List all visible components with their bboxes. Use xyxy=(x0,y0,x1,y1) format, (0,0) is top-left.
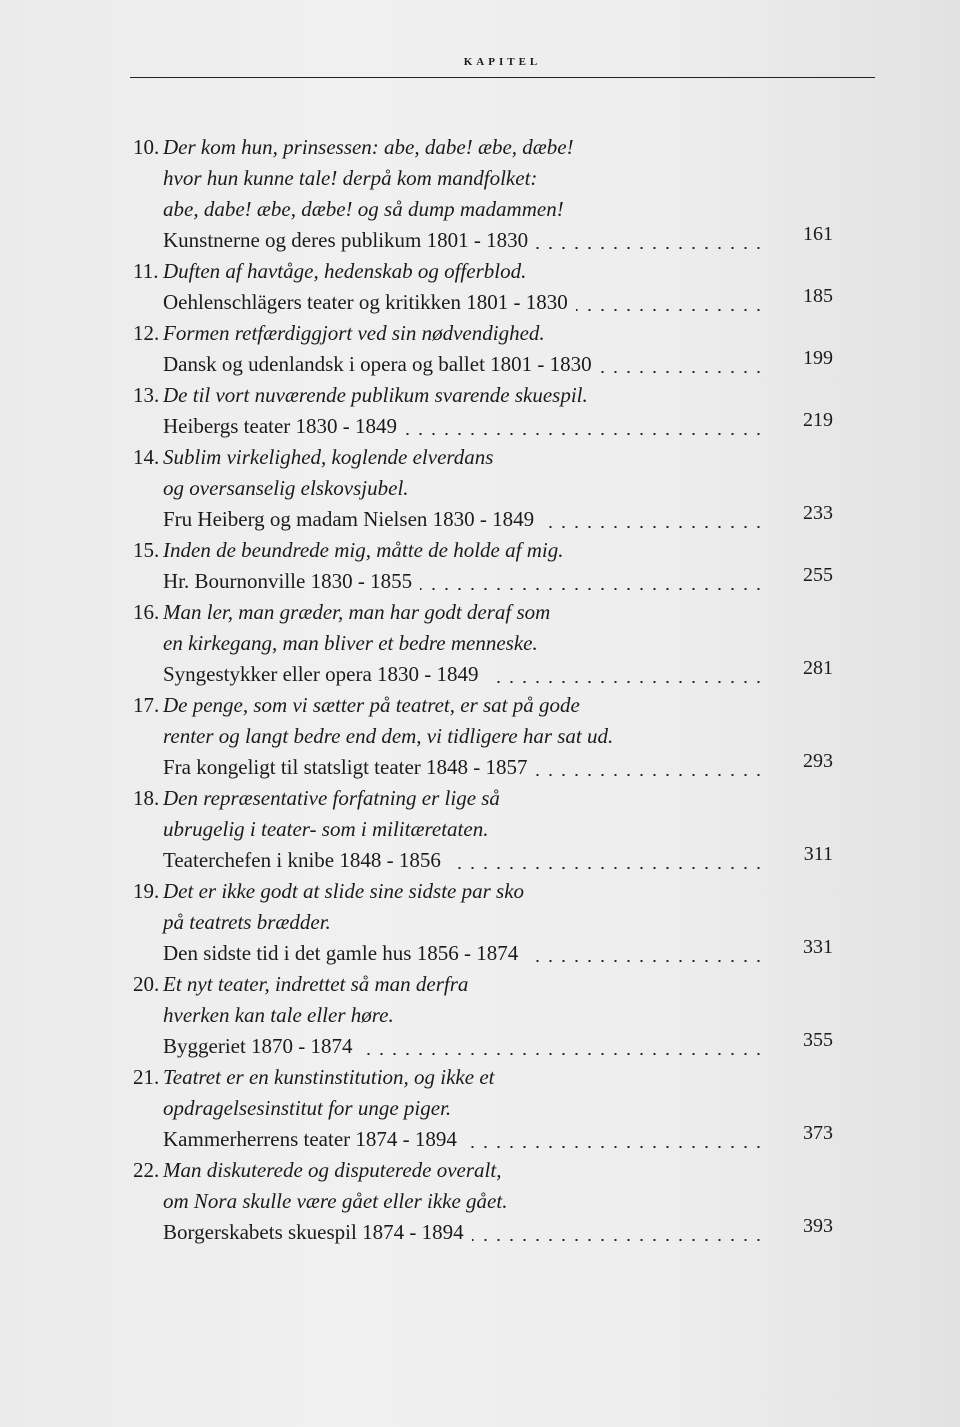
subtitle-row xyxy=(163,752,843,783)
page-number: 293 xyxy=(803,750,833,772)
toc-entry xyxy=(133,380,843,442)
toc-entry-line xyxy=(133,318,843,349)
toc-subtitle-line xyxy=(133,1031,843,1062)
toc-entry-line xyxy=(133,690,843,721)
chapter-quote: renter og langt bedre end dem, vi tidligere har sat ud. xyxy=(163,724,614,748)
toc-entry xyxy=(133,535,843,597)
toc-entry-line xyxy=(133,1000,843,1031)
toc-entry-line xyxy=(133,380,843,411)
dot-leader xyxy=(405,433,765,435)
chapter-quote: Duften af havtåge, hedenskab og offerblod. xyxy=(163,259,527,283)
dot-leader xyxy=(526,960,765,962)
chapter-quote: på teatrets brædder. xyxy=(163,910,331,934)
toc-entry-line xyxy=(133,194,843,225)
toc-subtitle-line xyxy=(133,349,843,380)
header-rule xyxy=(130,77,875,78)
page-number: 373 xyxy=(803,1122,833,1144)
chapter-quote: Et nyt teater, indrettet så man derfra xyxy=(163,972,469,996)
chapter-subtitle: Kunstnerne og deres publikum 1801 - 1830 xyxy=(163,228,529,252)
subtitle-row xyxy=(163,1124,843,1155)
toc-entry-line xyxy=(133,1155,843,1186)
toc-entry-line xyxy=(133,442,843,473)
chapter-number: 11. xyxy=(133,259,159,283)
toc-entry xyxy=(133,132,843,256)
chapter-quote: abe, dabe! æbe, dæbe! og så dump madammen! xyxy=(163,197,564,221)
chapter-subtitle: Heibergs teater 1830 - 1849 xyxy=(163,414,398,438)
toc-entry xyxy=(133,318,843,380)
running-head: KAPITEL xyxy=(463,56,542,68)
chapter-quote: Den repræsentative forfatning er lige så xyxy=(163,786,500,810)
toc-subtitle-line xyxy=(133,752,843,783)
toc-entry-line xyxy=(133,1093,843,1124)
dot-leader xyxy=(449,867,765,869)
chapter-quote: om Nora skulle være gået eller ikke gået. xyxy=(163,1189,508,1213)
toc-entry xyxy=(133,783,843,876)
chapter-subtitle: Syngestykker eller opera 1830 - 1849 xyxy=(163,662,479,686)
subtitle-row xyxy=(163,1217,843,1248)
toc-entry-line xyxy=(133,1186,843,1217)
toc-subtitle-line xyxy=(133,566,843,597)
chapter-quote: Formen retfærdiggjort ved sin nødvendighed. xyxy=(163,321,545,345)
chapter-number: 19. xyxy=(133,879,160,903)
toc-subtitle-line xyxy=(133,504,843,535)
toc-subtitle-line xyxy=(133,1124,843,1155)
chapter-subtitle: Kammerherrens teater 1874 - 1894 xyxy=(163,1127,457,1151)
toc-entry-line xyxy=(133,256,843,287)
toc-entry xyxy=(133,690,843,783)
chapter-number: 10. xyxy=(133,135,160,159)
page-number: 219 xyxy=(803,409,833,431)
chapter-number: 15. xyxy=(133,538,160,562)
subtitle-row xyxy=(163,1031,843,1062)
chapter-quote: Man diskuterede og disputerede overalt, xyxy=(163,1158,502,1182)
dot-leader xyxy=(542,526,765,528)
toc-entry-line xyxy=(133,876,843,907)
subtitle-row xyxy=(163,845,843,876)
page-number: 161 xyxy=(803,223,833,245)
page-number: 199 xyxy=(803,347,833,369)
toc-entry-line xyxy=(133,814,843,845)
toc-entry xyxy=(133,969,843,1062)
chapter-quote: hverken kan tale eller høre. xyxy=(163,1003,394,1027)
dot-leader xyxy=(420,588,765,590)
subtitle-row xyxy=(163,504,843,535)
chapter-subtitle: Den sidste tid i det gamle hus 1856 - 1874 xyxy=(163,941,519,965)
toc-entry-line xyxy=(133,721,843,752)
toc-entry xyxy=(133,597,843,690)
toc-entry-line xyxy=(133,163,843,194)
subtitle-row xyxy=(163,287,843,318)
toc-entry xyxy=(133,442,843,535)
toc-entry xyxy=(133,876,843,969)
toc-subtitle-line xyxy=(133,411,843,442)
toc-entry-line xyxy=(133,473,843,504)
toc-entry-line xyxy=(133,535,843,566)
toc-subtitle-line xyxy=(133,225,843,256)
chapter-quote: ubrugelig i teater- som i militæretaten. xyxy=(163,817,489,841)
chapter-subtitle: Fra kongeligt til statsligt teater 1848 - 1857 xyxy=(163,755,528,779)
toc-subtitle-line xyxy=(133,845,843,876)
toc-subtitle-line xyxy=(133,659,843,690)
chapter-quote: De penge, som vi sætter på teatret, er sat på gode xyxy=(163,693,580,717)
chapter-subtitle: Borgerskabets skuespil 1874 - 1894 xyxy=(163,1220,464,1244)
chapter-subtitle: Fru Heiberg og madam Nielsen 1830 - 1849 xyxy=(163,507,535,531)
page-number: 233 xyxy=(803,502,833,524)
chapter-number: 20. xyxy=(133,972,160,996)
chapter-quote: De til vort nuværende publikum svarende skuespil. xyxy=(163,383,588,407)
toc-entry-line xyxy=(133,132,843,163)
chapter-subtitle: Dansk og udenlandsk i opera og ballet 1801 - 1830 xyxy=(163,352,592,376)
page-number: 393 xyxy=(803,1215,833,1237)
table-of-contents xyxy=(133,132,843,1248)
chapter-subtitle: Byggeriet 1870 - 1874 xyxy=(163,1034,353,1058)
subtitle-row xyxy=(163,225,843,256)
dot-leader xyxy=(536,247,765,249)
page-number: 185 xyxy=(803,285,833,307)
chapter-quote: Inden de beundrede mig, måtte de holde af mig. xyxy=(163,538,564,562)
toc-entry-line xyxy=(133,907,843,938)
dot-leader xyxy=(600,371,765,373)
subtitle-row xyxy=(163,659,843,690)
toc-entry xyxy=(133,1155,843,1248)
chapter-subtitle: Hr. Bournonville 1830 - 1855 xyxy=(163,569,413,593)
toc-entry-line xyxy=(133,783,843,814)
subtitle-row xyxy=(163,938,843,969)
dot-leader xyxy=(576,309,765,311)
chapter-quote: Det er ikke godt at slide sine sidste par sko xyxy=(163,879,525,903)
chapter-number: 13. xyxy=(133,383,160,407)
subtitle-row xyxy=(163,566,843,597)
toc-subtitle-line xyxy=(133,938,843,969)
chapter-quote: opdragelsesinstitut for unge piger. xyxy=(163,1096,452,1120)
chapter-number: 18. xyxy=(133,786,160,810)
page-number: 281 xyxy=(803,657,833,679)
chapter-quote: og oversanselig elskovsjubel. xyxy=(163,476,409,500)
dot-leader xyxy=(487,681,765,683)
dot-leader xyxy=(472,1239,765,1241)
toc-entry xyxy=(133,256,843,318)
chapter-number: 22. xyxy=(133,1158,160,1182)
chapter-number: 21. xyxy=(133,1065,160,1089)
chapter-number: 16. xyxy=(133,600,160,624)
toc-entry xyxy=(133,1062,843,1155)
toc-subtitle-line xyxy=(133,1217,843,1248)
chapter-quote: hvor hun kunne tale! derpå kom mandfolket: xyxy=(163,166,538,190)
chapter-number: 17. xyxy=(133,693,160,717)
dot-leader xyxy=(361,1053,765,1055)
page-number: 331 xyxy=(803,936,833,958)
chapter-number: 14. xyxy=(133,445,160,469)
chapter-quote: Der kom hun, prinsessen: abe, dabe! æbe, dæbe! xyxy=(163,135,574,159)
chapter-quote: Man ler, man græder, man har godt deraf som xyxy=(163,600,551,624)
chapter-subtitle: Oehlenschlägers teater og kritikken 1801 - 1830 xyxy=(163,290,568,314)
page-number: 311 xyxy=(803,843,833,865)
toc-entry-line xyxy=(133,1062,843,1093)
subtitle-row xyxy=(163,411,843,442)
toc-entry-line xyxy=(133,597,843,628)
page-number: 355 xyxy=(803,1029,833,1051)
chapter-quote: Teatret er en kunstinstitution, og ikke et xyxy=(163,1065,495,1089)
chapter-quote: Sublim virkelighed, koglende elverdans xyxy=(163,445,494,469)
dot-leader xyxy=(536,774,765,776)
chapter-quote: en kirkegang, man bliver et bedre menneske. xyxy=(163,631,538,655)
toc-subtitle-line xyxy=(133,287,843,318)
page-number: 255 xyxy=(803,564,833,586)
toc-entry-line xyxy=(133,969,843,1000)
toc-entry-line xyxy=(133,628,843,659)
subtitle-row xyxy=(163,349,843,380)
chapter-subtitle: Teaterchefen i knibe 1848 - 1856 xyxy=(163,848,441,872)
dot-leader xyxy=(465,1146,765,1148)
chapter-number: 12. xyxy=(133,321,160,345)
